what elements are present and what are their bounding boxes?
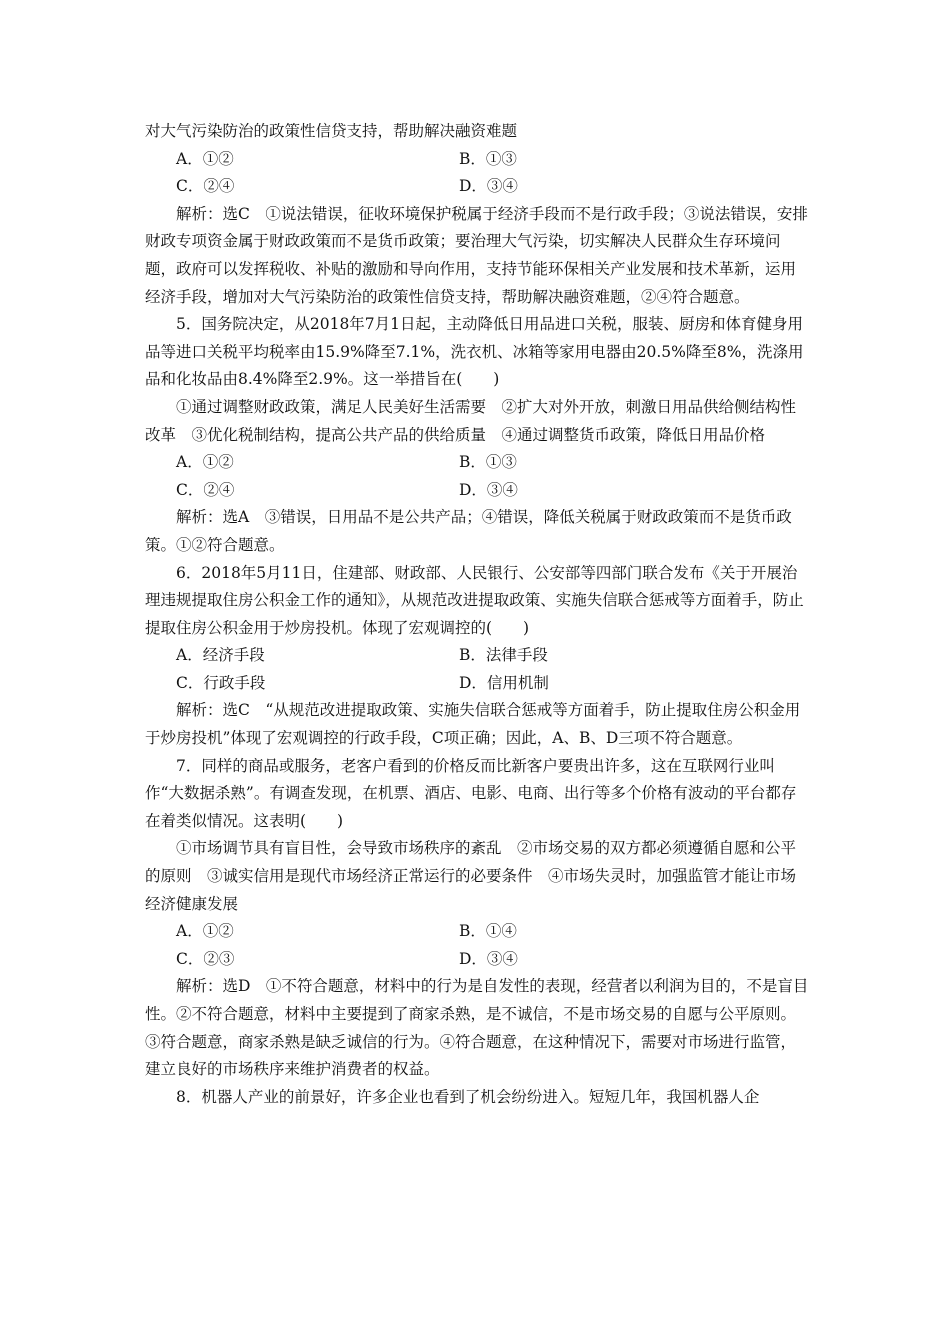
options-row xyxy=(145,146,810,174)
p0: 对大气污染防治的政策性信贷支持，帮助解决融资难题 xyxy=(145,122,518,140)
option-c: C．②④ xyxy=(176,480,235,499)
options-row xyxy=(145,477,810,505)
option-d: D．③④ xyxy=(459,949,518,968)
option-d: D．③④ xyxy=(459,177,518,196)
options-row xyxy=(145,173,810,201)
option-d: D．信用机制 xyxy=(459,673,549,692)
options-row xyxy=(145,918,810,946)
option-b: B．①④ xyxy=(459,922,517,941)
analysis-7: 解析：选D ①不符合题意，材料中的行为是自发性的表现，经营者以利润为目的，不是盲目性。②不符合题意，材料中主要提到了商家杀熟，是不诚信，不是市场交易的自愿与公平原则。③符合题意，商家杀熟是缺乏诚信的行为。④符合题意，在这种情况下，需要对市场进行监管，建立良好的市场秩序来维护消费者的权益。 xyxy=(145,977,809,1079)
options-row xyxy=(145,946,810,974)
option-c: C．行政手段 xyxy=(176,673,266,692)
option-a: A．①② xyxy=(176,149,234,168)
option-a: A．①② xyxy=(176,453,234,472)
option-b: B．①③ xyxy=(459,453,517,472)
analysis-5: 解析：选A ③错误，日用品不是公共产品；④错误，降低关税属于财政政策而不是货币政策。①②符合题意。 xyxy=(145,508,792,554)
option-b: B．法律手段 xyxy=(459,646,548,665)
option-a: A．①② xyxy=(176,922,234,941)
statements-5: ①通过调整财政政策，满足人民美好生活需要 ②扩大对外开放，刺激日用品供给侧结构性改革 ③优化税制结构，提高公共产品的供给质量 ④通过调整货币政策，降低日用品价格 xyxy=(145,397,797,444)
options-row xyxy=(145,449,810,477)
question-7: 7．同样的商品或服务，老客户看到的价格反而比新客户要贵出许多，这在互联网行业叫作“大数据杀熟”。有调查发现，在机票、酒店、电影、电商、出行等多个价格有波动的平台都存在着类似情况。这表明( ) xyxy=(145,756,797,830)
option-b: B．①③ xyxy=(459,149,517,168)
option-d: D．③④ xyxy=(459,480,518,499)
question-5: 5．国务院决定，从2018年7月1日起，主动降低日用品进口关税，服装、厨房和体育健身用品等进口关税平均税率由15.9%降至7.1%，洗衣机、冰箱等家用电器由20.5%降至8%，洗涤用品和化妆品由8.4%降至2.9%。这一举措旨在( ) xyxy=(145,315,804,389)
option-a: A．经济手段 xyxy=(176,646,265,665)
options-row xyxy=(145,642,810,670)
options-row xyxy=(145,670,810,698)
analysis-6: 解析：选C “从规范改进提取政策、实施失信联合惩戒等方面着手，防止提取住房公积金用于炒房投机”体现了宏观调控的行政手段，C项正确；因此，A、B、D三项不符合题意。 xyxy=(145,701,801,748)
option-c: C．②④ xyxy=(176,177,235,196)
question-8: 8．机器人产业的前景好，许多企业也看到了机会纷纷进入。短短几年，我国机器人企 xyxy=(176,1087,760,1106)
question-6: 6．2018年5月11日，住建部、财政部、人民银行、公安部等四部门联合发布《关于开展治理违规提取住房公积金工作的通知》，从规范改进提取政策、实施失信联合惩戒等方面着手，防止提取住房公积金用于炒房投机。体现了宏观调控的( ) xyxy=(145,563,804,637)
option-c: C．②③ xyxy=(176,949,235,968)
statements-7: ①市场调节具有盲目性，会导致市场秩序的紊乱 ②市场交易的双方都必须遵循自愿和公平的原则 ③诚实信用是现代市场经济正常运行的必要条件 ④市场失灵时，加强监管才能让市场经济健康发展 xyxy=(145,839,797,913)
analysis-4: 解析：选C ①说法错误，征收环境保护税属于经济手段而不是行政手段；③说法错误，安排财政专项资金属于财政政策而不是货币政策；要治理大气污染，切实解决人民群众生存环境问题，政府可以发挥税收、补贴的激励和导向作用，支持节能环保相关产业发展和技术革新，运用经济手段，增加对大气污染防治的政策性信贷支持，帮助解决融资难题，②④符合题意。 xyxy=(145,204,808,306)
